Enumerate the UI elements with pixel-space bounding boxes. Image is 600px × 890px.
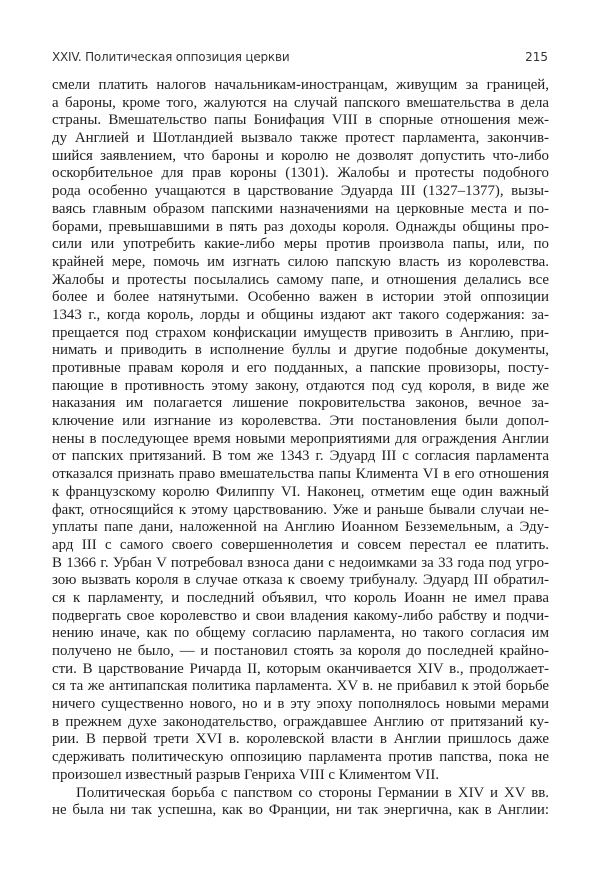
text-line: сили или употребить какие-либо меры против произвола папы, или, по bbox=[52, 236, 549, 253]
text-line: отказался признать право вмешательства папы Климента VI в его отношения bbox=[52, 466, 549, 483]
text-line: противные правам короля и его подданных, а папские провизоры, посту- bbox=[52, 360, 549, 376]
text-line: ся к парламенту, и последний объявил, что король Иоанн не имел права bbox=[52, 589, 549, 606]
text-line: пающие в противность этому закону, отдаются под суд короля, в виде же bbox=[52, 377, 549, 394]
text-line: получено не было, — и постановил стоять за короля до последней крайно- bbox=[52, 643, 549, 659]
text-line: крайней мере, помочь им изгнать силою папскую власть из королевства. bbox=[52, 253, 549, 270]
running-header bbox=[52, 50, 548, 68]
text-line: нению иначе, как по общему согласию парламента, но такого согласия им bbox=[52, 625, 549, 642]
text-line: в прежнем духе законодательство, ограждавшее Англию от притязаний ку- bbox=[52, 713, 549, 730]
text-line: наказания им полагается лишение покровительства законов, вечное за- bbox=[52, 395, 549, 412]
text-line: уплаты папе дани, наложенной на Англию Иоанном Безземельным, а Эду- bbox=[52, 519, 549, 536]
text-line: не была ни так успешна, как во Франции, ни так энергична, как в Англии: bbox=[52, 802, 549, 819]
text-line: ничего существенно нового, но и в эту эпоху пополнялось новыми мерами bbox=[52, 696, 549, 713]
text-line: зою вызвать короля в случае отказа к своему трибуналу. Эдуард III обратил- bbox=[52, 572, 549, 589]
text-line: рода особенно учащаются в царствование Эдуарда III (1327–1377), вызы- bbox=[52, 183, 549, 200]
text-line: ард III с самого своего совершеннолетия и совсем перестал ее платить. bbox=[52, 536, 549, 553]
text-line: подвергать свое королевство и свои владения какому-либо рабству и подчи- bbox=[52, 607, 549, 624]
page-number: 215 bbox=[525, 50, 548, 64]
text-line: шийся заявлением, что бароны и королю не дозволят допустить что-либо bbox=[52, 147, 549, 164]
text-line: борами, превышавшими в пять раз доходы короля. Однажды общины про- bbox=[52, 218, 549, 235]
text-line: произошел известный разрыв Генриха VIII с Климентом VII. bbox=[52, 766, 440, 783]
text-line: сдерживать политическую оппозицию парламента против папства, пока не bbox=[52, 749, 549, 766]
text-line: нены в последующее время новыми мероприятиями для ограждения Англии bbox=[52, 430, 549, 447]
text-line: страны. Вмешательство папы Бонифация VIII в спорные отношения меж- bbox=[52, 112, 549, 129]
text-line: рии. В первой трети XVI в. королевской власти в Англии пришлось даже bbox=[52, 731, 549, 748]
text-line: оскорбительное для прав короны (1301). Жалобы и протесты подобного bbox=[52, 165, 549, 182]
text-line: а бароны, кроме того, жалуются на случай папского вмешательства в дела bbox=[52, 94, 549, 111]
text-line: факт, относящийся к этому царствованию. Уже и раньше бывали случаи не- bbox=[52, 501, 549, 518]
text-line: сти. В царствование Ричарда II, которым оканчивается XIV в., продолжает- bbox=[52, 660, 549, 677]
text-line: прещается под страхом конфискации имуществ привозить в Англию, при- bbox=[52, 324, 549, 341]
text-line: более и более натянутыми. Особенно важен в истории этой оппозиции bbox=[52, 289, 549, 306]
text-line: ваясь главным образом папскими назначениями на церковные места и по- bbox=[52, 200, 549, 217]
text-line: ключение или изгнание из королевства. Эти постановления были допол- bbox=[52, 413, 549, 430]
text-line: 1343 г., когда король, лорды и общины издают акт такого содержания: за- bbox=[52, 306, 549, 323]
text-line: ся та же антипапская политика парламента. XV в. не прибавил к этой борьбе bbox=[52, 678, 549, 695]
text-line: Жалобы и протесты посылались самому папе, и отношения делались все bbox=[52, 271, 549, 288]
text-line: В 1366 г. Урбан V потребовал взноса дани с недоимками за 33 года под угро- bbox=[52, 554, 549, 571]
text-line: от папских притязаний. В том же 1343 г. Эдуард III с согласия парламента bbox=[52, 448, 549, 465]
text-line: смели платить налогов начальникам-иностранцам, живущим за границей, bbox=[52, 77, 549, 93]
text-line: к французскому королю Филиппу VI. Наконец, отметим еще один важный bbox=[52, 483, 549, 500]
running-title: XXIV. Политическая оппозиция церкви bbox=[52, 50, 290, 64]
body-text bbox=[52, 77, 549, 820]
text-line: ду Англией и Шотландией вызвало также протест парламента, закончив- bbox=[52, 130, 549, 147]
text-line: Политическая борьба с папством со стороны Германии в XIV и XV вв. bbox=[76, 784, 549, 801]
text-line: нимать и приводить в исполнение буллы и другие подобные документы, bbox=[52, 342, 549, 359]
